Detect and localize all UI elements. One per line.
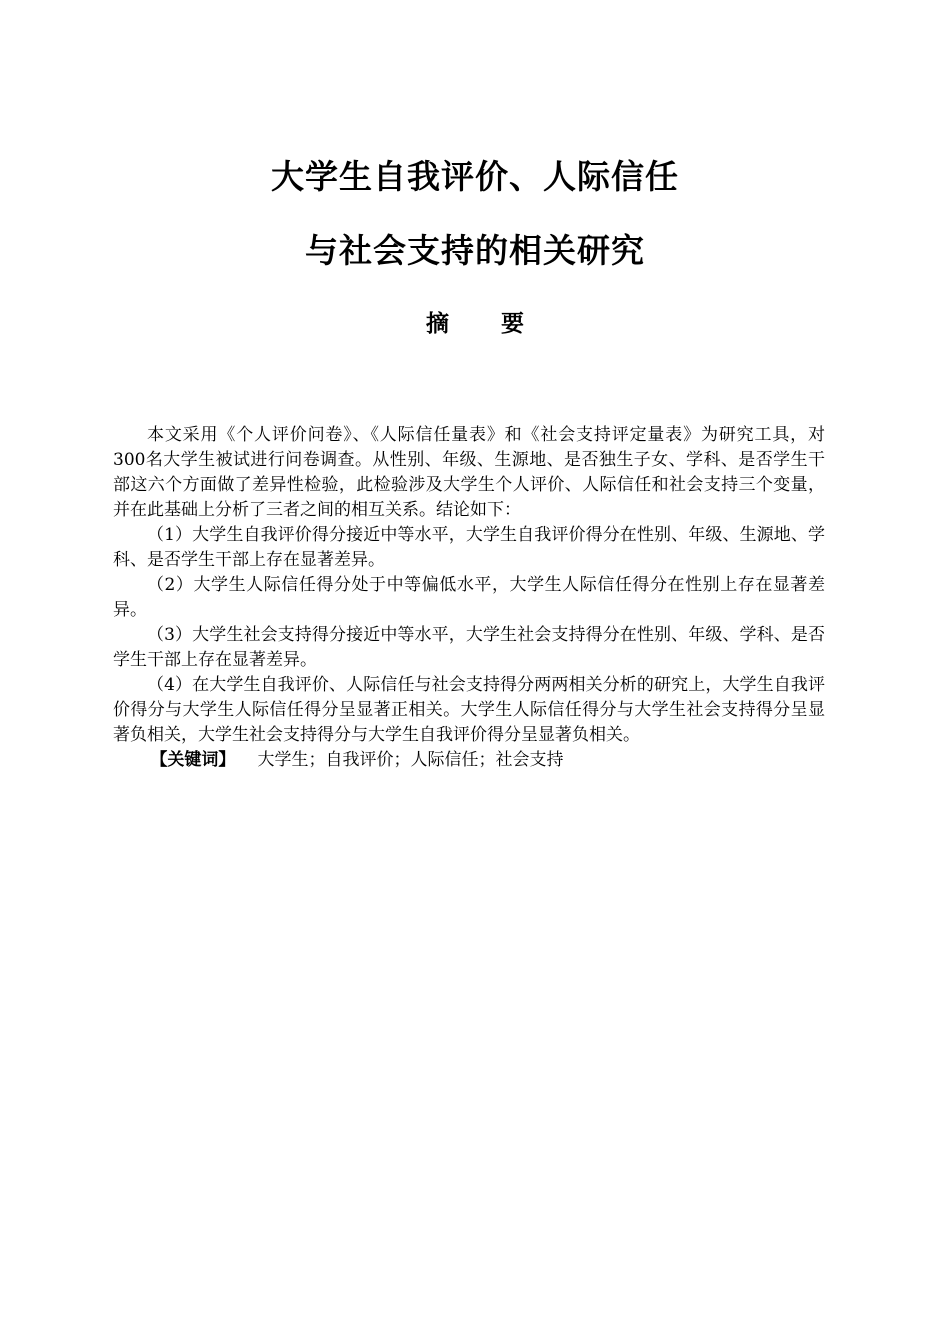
conclusion-4-paragraph: （4）在大学生自我评价、人际信任与社会支持得分两两相关分析的研究上，大学生自我评价得分与大学生人际信任得分呈显著正相关。大学生人际信任得分与大学生社会支持得分呈显著负相关，大学生社会支持得分与大学生自我评价得分呈显著负相关。 (113, 675, 825, 745)
abstract-heading-char-2: 要 (501, 311, 524, 337)
keywords-label: 【关键词】 (150, 750, 236, 770)
conclusion-2-paragraph: （2）大学生人际信任得分处于中等偏低水平，大学生人际信任得分在性别上存在显著差异。 (113, 575, 825, 620)
conclusion-3-paragraph: （3）大学生社会支持得分接近中等水平，大学生社会支持得分在性别、年级、学科、是否学生干部上存在显著差异。 (113, 625, 825, 670)
title-line-1: 大学生自我评价、人际信任 (271, 157, 679, 196)
keywords-line (113, 748, 825, 773)
keywords-text: 大学生；自我评价；人际信任；社会支持 (257, 750, 564, 770)
abstract-intro-paragraph: 本文采用《个人评价问卷》、《人际信任量表》和《社会支持评定量表》为研究工具，对300名大学生被试进行问卷调查。从性别、年级、生源地、是否独生子女、学科、是否学生干部这六个方面做了差异性检验，此检验涉及大学生个人评价、人际信任和社会支持三个变量，并在此基础上分析了三者之间的相互关系。结论如下： (113, 425, 825, 520)
abstract-body (113, 423, 825, 773)
title-line-2: 与社会支持的相关研究 (305, 231, 645, 270)
abstract-heading-char-1: 摘 (426, 311, 449, 337)
abstract-heading (0, 309, 950, 339)
conclusion-1-paragraph: （1）大学生自我评价得分接近中等水平，大学生自我评价得分在性别、年级、生源地、学科、是否学生干部上存在显著差异。 (113, 525, 825, 570)
